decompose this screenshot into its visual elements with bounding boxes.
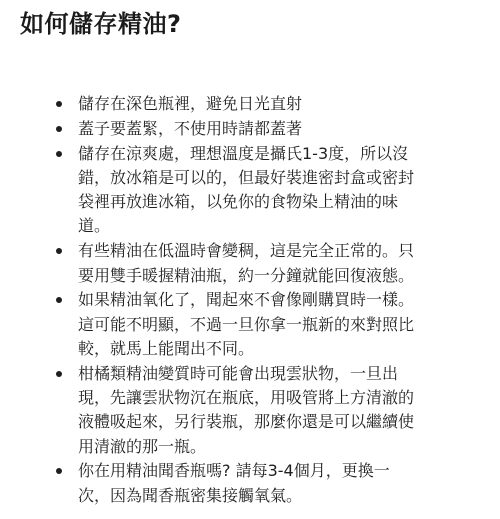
page-title: 如何儲存精油? bbox=[20, 10, 182, 38]
bullet-icon bbox=[56, 248, 62, 254]
list-item-text-line: 有些精油在低溫時會變稠，這是完全正常的。只 bbox=[78, 241, 415, 261]
list-item-text-line: 儲存在涼爽處，理想溫度是攝氏1-3度，所以沒 bbox=[78, 143, 409, 163]
list-item-text-line: 次，因為聞香瓶密集接觸氧氣。 bbox=[78, 485, 303, 505]
list-item-text-line: 液體吸起來，另行裝瓶，那麼你還是可以繼續使 bbox=[78, 412, 415, 432]
list-item-text-line: 現，先讓雲狀物沉在瓶底，用吸管將上方清澈的 bbox=[78, 388, 415, 408]
list-item-text-line: 儲存在深色瓶裡，避免日光直射 bbox=[78, 94, 303, 113]
list-item bbox=[0, 142, 500, 239]
list-item-text-line: 蓋子要蓋緊，不使用時請都蓋著 bbox=[78, 118, 303, 138]
bullet-icon bbox=[56, 101, 62, 107]
bullet-icon bbox=[56, 371, 62, 377]
bullet-icon bbox=[56, 297, 62, 303]
list-item-text-line: 用清澈的那一瓶。 bbox=[78, 436, 207, 456]
list-item-text-line: 要用雙手暖握精油瓶，約一分鐘就能回復液態。 bbox=[78, 265, 415, 285]
bullet-icon bbox=[56, 126, 62, 132]
list-item-text-line: 錯，放冰箱是可以的，但最好裝進密封盒或密封 bbox=[78, 167, 415, 187]
list-item-text-line: 柑橘類精油變質時可能會出現雲狀物，一旦出 bbox=[78, 363, 399, 383]
bullet-icon bbox=[56, 151, 62, 157]
tips-list bbox=[0, 92, 500, 509]
list-item-text-line: 道。 bbox=[78, 216, 111, 236]
list-item-text-line: 這可能不明顯，不過一旦你拿一瓶新的來對照比 bbox=[78, 314, 415, 334]
list-item bbox=[0, 362, 500, 459]
list-item-text-line: 袋裡再放進冰箱，以免你的食物染上精油的味 bbox=[78, 192, 399, 212]
list-item-text-line: 如果精油氧化了，聞起來不會像剛購買時一樣。 bbox=[78, 290, 415, 310]
list-item bbox=[0, 92, 500, 116]
list-item bbox=[0, 239, 500, 288]
list-item-text-line: 較，就馬上能聞出不同。 bbox=[78, 338, 255, 358]
bullet-icon bbox=[56, 468, 62, 474]
list-item bbox=[0, 117, 500, 141]
list-item bbox=[0, 288, 500, 361]
list-item-text-line: 你在用精油聞香瓶嗎? 請每3-4個月，更換一 bbox=[78, 461, 390, 481]
list-item bbox=[0, 459, 500, 508]
